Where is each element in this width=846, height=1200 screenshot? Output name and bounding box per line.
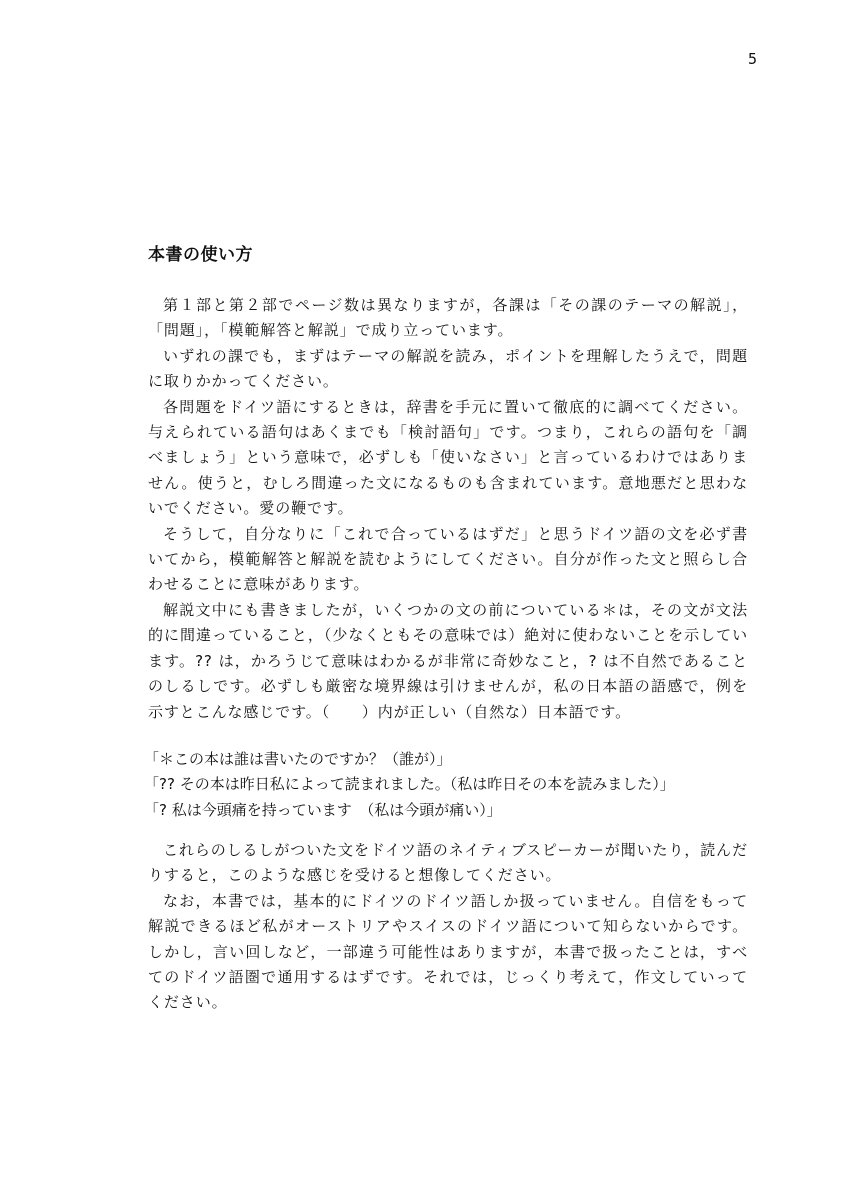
example-sentence: 「? 私は今頭痛を持っています （私は今頭が痛い）」	[144, 800, 502, 819]
paragraph: 解説文中にも書きましたが，いくつかの文の前についている＊は，その文が文法的に間違っていること，（少なくともその意味では）絶対に使わないことを示しています。?? は，かろうじて意味はわかるが非常に奇妙なこと，? は不自然であることのしるしです。必ずしも厳密な境界線は引けませんが，私の日本語の語感で，例を示すとこんな感じです。（ ）内が正しい（自然な）日本語です。	[148, 600, 748, 721]
paragraph: これらのしるしがついた文をドイツ語のネイティブスピーカーが聞いたり，読んだりすると，このような感じを受けると想像してください。	[148, 841, 748, 885]
paragraph: そうして，自分なりに「これで合っているはずだ」と思うドイツ語の文を必ず書いてから，模範解答と解説を読むようにしてください。自分が作った文と照らし合わせることに意味があります。	[148, 524, 748, 594]
section-heading: 本書の使い方	[148, 245, 253, 265]
example-sentences	[144, 747, 754, 823]
paragraph: 第１部と第２部でページ数は異なりますが，各課は「その課のテーマの解説」，「問題」，「模範解答と解説」で成り立っています。	[148, 296, 748, 340]
paragraph: 各問題をドイツ語にするときは，辞書を手元に置いて徹底的に調べてください。与えられている語句はあくまでも「検討語句」です。つまり，これらの語句を「調べましょう」という意味で，必ずしも「使いなさい」と言っているわけではありません。使うと，むしろ間違った文になるものも含まれています。意地悪だと思わないでください。愛の鞭です。	[148, 397, 748, 518]
page-number: 5	[748, 50, 758, 68]
intro-paragraphs	[148, 293, 748, 725]
paragraph: いずれの課でも，まずはテーマの解説を読み，ポイントを理解したうえで，問題に取りかかってください。	[148, 346, 748, 391]
example-sentence: 「?? その本は昨日私によって読まれました。（私は昨日その本を読みました）」	[144, 775, 675, 794]
closing-paragraphs	[148, 838, 748, 1016]
example-sentence: 「＊この本は誰は書いたのですか？（誰が）」	[144, 750, 452, 768]
paragraph: なお，本書では，基本的にドイツのドイツ語しか扱っていません。自信をもって解説できるほど私がオーストリアやスイスのドイツ語について知らないからです。しかし，言い回しなど，一部違う可能性はありますが，本書で扱ったことは，すべてのドイツ語圏で通用するはずです。それでは，じっくり考えて，作文していってください。	[148, 891, 748, 1012]
